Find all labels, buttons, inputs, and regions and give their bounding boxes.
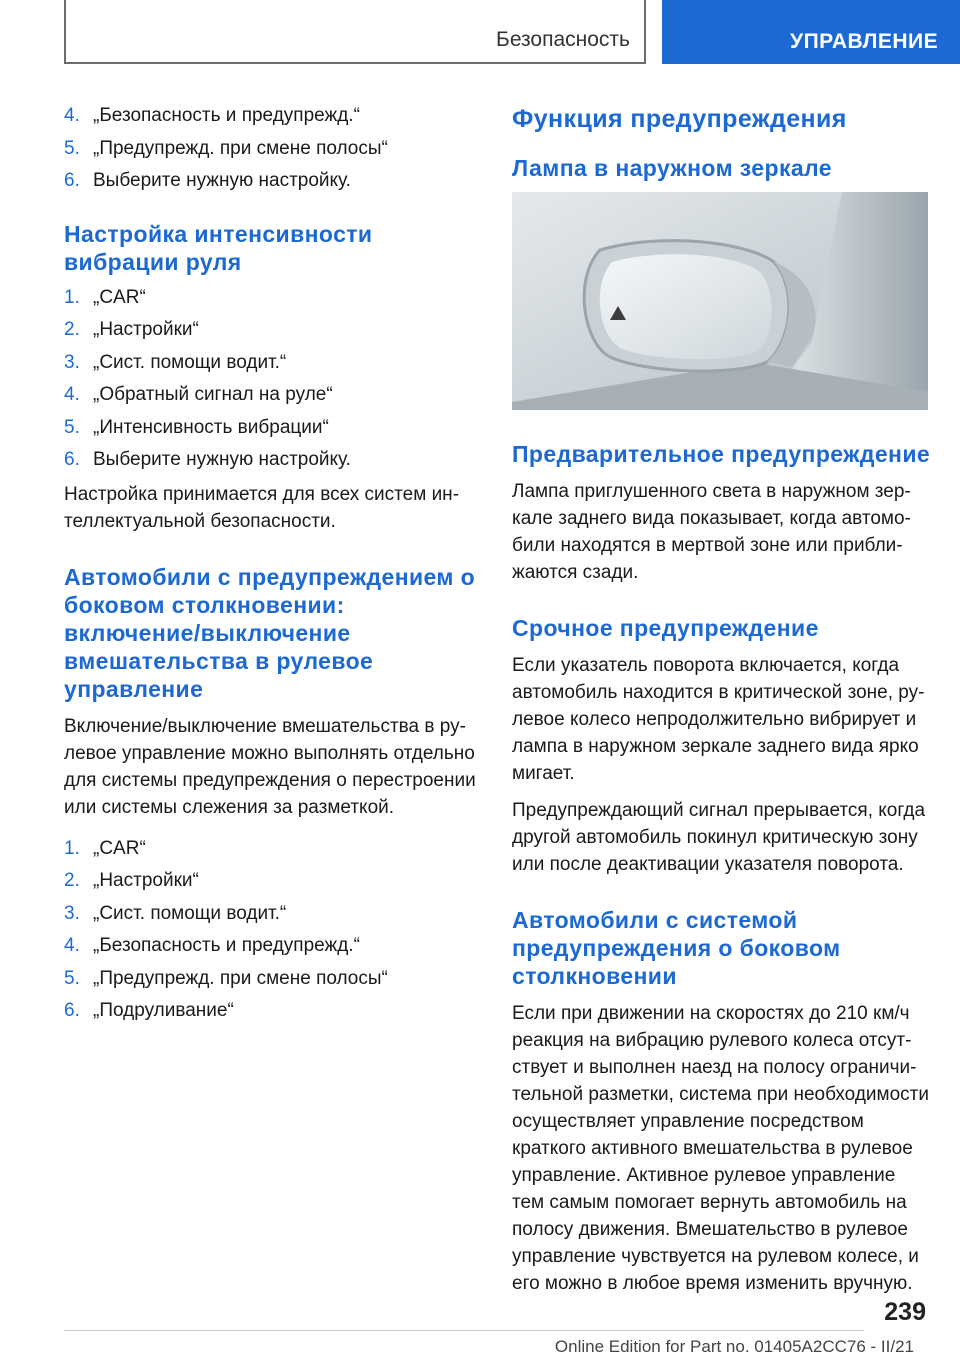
step-number: 4.	[64, 384, 80, 405]
list-item	[64, 902, 480, 925]
step-number: 6.	[64, 449, 80, 470]
heading-pre-warning: Предварительное предупреждение	[512, 441, 931, 467]
step-text: „Настройки“	[93, 870, 199, 891]
list-item	[64, 999, 480, 1022]
step-number: 3.	[64, 351, 80, 373]
list-item	[64, 416, 480, 439]
list-item	[64, 383, 480, 406]
step-number: 2.	[64, 319, 80, 340]
step-number: 5.	[64, 416, 80, 438]
heading-side-collision-steering: Автомобили с предупреждением о боковом столкновении: включение/выключение вмешательства в рулевое управление	[64, 563, 476, 702]
step-number: 5.	[64, 967, 80, 989]
step-number: 3.	[64, 902, 80, 924]
step-text: „Безопасность и предупрежд.“	[93, 935, 360, 956]
step-number: 4.	[64, 935, 80, 956]
list-item	[64, 286, 480, 309]
step-text: „Интенсивность вибрации“	[93, 416, 329, 438]
header-chapter-tab[interactable]	[662, 0, 960, 64]
heading-warning-function: Функция предупреждения	[512, 105, 847, 133]
paragraph-vibration-note: Настройка принимается для всех систем интеллектуальной безопасности.	[64, 483, 460, 532]
heading-vibration-intensity: Настройка интенсивности вибрации руля	[64, 220, 373, 275]
list-item	[64, 448, 480, 471]
step-text: „Сист. помощи водит.“	[93, 902, 287, 924]
header-section-box	[64, 0, 646, 64]
step-text: „Подруливание“	[93, 1000, 234, 1021]
step-number: 5.	[64, 137, 80, 159]
list-item	[64, 934, 480, 957]
footer-divider	[64, 1330, 864, 1331]
page-number: 239	[884, 1298, 926, 1326]
list-item	[64, 169, 480, 192]
step-text: „Безопасность и предупрежд.“	[93, 105, 360, 126]
paragraph-side-collision-system: Если при движении на скоростях до 210 км/ч реакция на вибрацию рулевого колеса отсутствует и выполнен наезд на полосу ограничительной разметки, система при необходимости осуществляет управление посредством краткого активного вмешательства в рулевое управление. Активное рулевое управление тем самым помогает вернуть автомобиль на полосу движения. Вмешательство в рулевое управление чувствуется на рулевом колесе, и его можно в любое время изменить вручную.	[512, 1003, 929, 1294]
list-item	[64, 837, 480, 860]
step-number: 1.	[64, 286, 80, 308]
paragraph-urgent-1: Если указатель поворота включается, когда автомобиль находится в критической зоне, рулевое колесо непродолжительно вибрирует и лампа в наружном зеркале заднего вида ярко мигает.	[512, 655, 925, 784]
paragraph-urgent-2: Предупреждающий сигнал прерывается, когда другой автомобиль покинул критическую зону или после деактивации указателя поворота.	[512, 800, 926, 875]
step-text: „Предупрежд. при смене полосы“	[93, 137, 388, 159]
left-column	[64, 104, 480, 1032]
step-text: Выберите нужную настройку.	[93, 449, 351, 470]
step-text: „Обратный сигнал на руле“	[93, 384, 333, 405]
header-section-title: Безопасность	[496, 28, 630, 51]
list-item	[64, 318, 480, 341]
step-number: 1.	[64, 837, 80, 859]
step-text: Выберите нужную настройку.	[93, 170, 351, 191]
paragraph-pre-warning: Лампа приглушенного света в наружном зеркале заднего вида показывает, когда автомобили находятся в мертвой зоне или приближаются сзади.	[512, 481, 911, 583]
right-column	[512, 104, 932, 1307]
step-text: „CAR“	[93, 837, 146, 859]
side-mirror-image	[512, 192, 928, 410]
list-item	[64, 967, 480, 990]
heading-urgent-warning: Срочное предупреждение	[512, 615, 819, 641]
footer-edition: Online Edition for Part no. 01405A2CC76 - II/21	[554, 1337, 914, 1356]
step-text: „Предупрежд. при смене полосы“	[93, 967, 388, 989]
mirror-illustration	[512, 192, 928, 410]
step-text: „Настройки“	[93, 319, 199, 340]
heading-side-collision-system: Автомобили с системой предупреждения о боковом столкновении	[512, 907, 841, 989]
step-number: 6.	[64, 170, 80, 191]
steps-list-2	[64, 286, 480, 472]
heading-mirror-lamp: Лампа в наружном зеркале	[512, 155, 832, 181]
step-text: „CAR“	[93, 286, 146, 308]
step-text: „Сист. помощи водит.“	[93, 351, 287, 373]
list-item	[64, 137, 480, 160]
step-number: 6.	[64, 1000, 80, 1021]
header-chapter-label: УПРАВЛЕНИЕ	[790, 30, 939, 53]
list-item	[64, 869, 480, 892]
paragraph-side-collision: Включение/выключение вмешательства в рулевое управление можно выполнять отдельно для системы предупреждения о перестроении или системы слежения за разметкой.	[64, 715, 476, 818]
steps-list-1	[64, 104, 480, 192]
step-number: 2.	[64, 870, 80, 891]
steps-list-3	[64, 837, 480, 1023]
list-item	[64, 351, 480, 374]
list-item	[64, 104, 480, 127]
step-number: 4.	[64, 105, 80, 126]
